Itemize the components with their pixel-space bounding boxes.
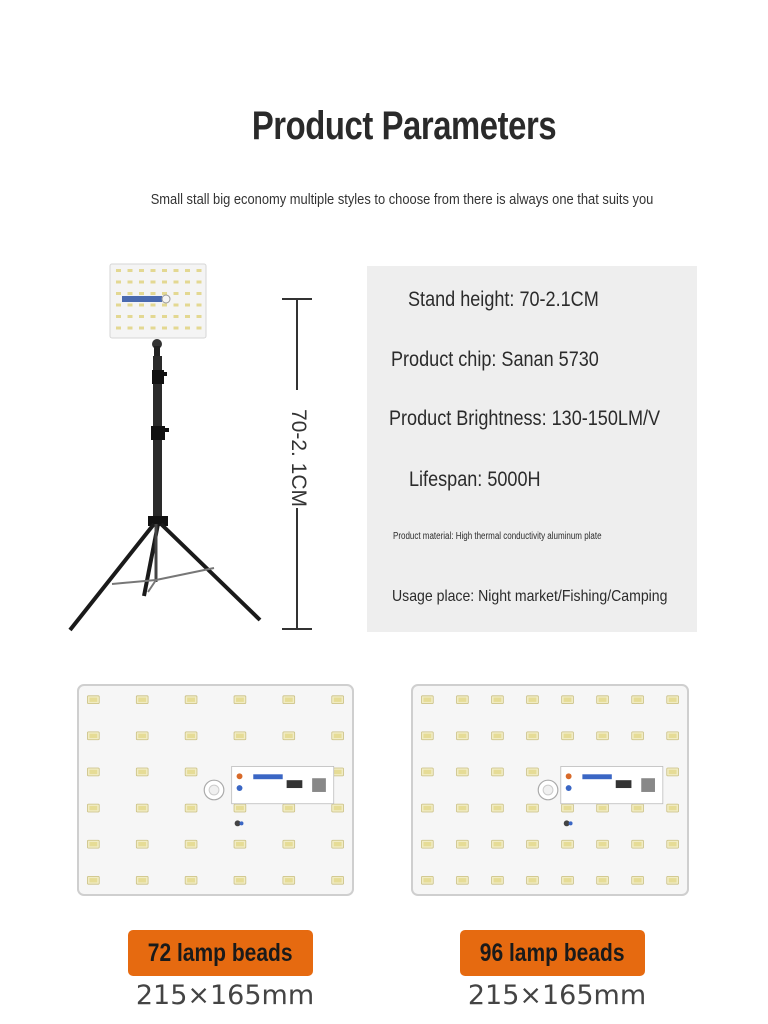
spec-usage: Usage place: Night market/Fishing/Camping <box>392 588 668 605</box>
led-bead <box>185 840 197 848</box>
led-bead <box>234 840 246 848</box>
led-bead <box>136 804 148 812</box>
led-bead <box>457 840 469 848</box>
led-bead <box>185 768 197 776</box>
led-bead <box>457 732 469 740</box>
led-bead <box>562 804 574 812</box>
led-bead <box>457 876 469 884</box>
led-bead <box>527 876 539 884</box>
led-bead <box>87 840 99 848</box>
led-bead <box>87 696 99 704</box>
led-bead <box>492 804 504 812</box>
driver-module <box>232 766 334 803</box>
tripod-illustration <box>60 262 280 642</box>
led-bead <box>283 804 295 812</box>
led-bead <box>527 768 539 776</box>
led-bead <box>185 732 197 740</box>
page-subtitle: Small stall big economy multiple styles to choose from there is always one that suits you <box>150 191 654 208</box>
led-bead <box>87 876 99 884</box>
led-bead <box>667 840 679 848</box>
spec-material: Product material: High thermal conductivity aluminum plate <box>393 531 602 542</box>
led-bead <box>421 696 433 704</box>
led-bead <box>492 696 504 704</box>
led-bead <box>562 876 574 884</box>
led-board-72 <box>77 684 354 896</box>
led-bead <box>283 696 295 704</box>
led-bead <box>332 876 344 884</box>
led-bead <box>667 804 679 812</box>
led-bead <box>597 840 609 848</box>
led-bead <box>492 768 504 776</box>
led-bead <box>332 732 344 740</box>
led-bead <box>234 804 246 812</box>
led-bead <box>421 840 433 848</box>
led-bead <box>332 804 344 812</box>
led-bead <box>527 840 539 848</box>
led-bead <box>562 732 574 740</box>
badge-96-lamp-beads: 96 lamp beads <box>460 930 645 976</box>
led-bead <box>136 876 148 884</box>
led-bead <box>492 732 504 740</box>
led-bead <box>87 768 99 776</box>
led-bead <box>527 732 539 740</box>
led-bead <box>87 804 99 812</box>
size-96-board: 215×165mm <box>467 980 647 1011</box>
led-bead <box>457 696 469 704</box>
page-title: Product Parameters <box>251 104 557 148</box>
spec-lifespan: Lifespan: 5000H <box>409 468 541 491</box>
led-bead <box>234 696 246 704</box>
led-bead <box>492 876 504 884</box>
led-bead <box>632 696 644 704</box>
led-bead <box>421 876 433 884</box>
led-bead <box>234 876 246 884</box>
led-bead <box>492 840 504 848</box>
height-dimension-label: 70-2. 1CM <box>287 408 310 508</box>
led-bead <box>597 732 609 740</box>
led-bead <box>562 696 574 704</box>
led-bead <box>136 768 148 776</box>
led-bead <box>597 696 609 704</box>
led-bead <box>667 732 679 740</box>
led-bead <box>283 876 295 884</box>
led-bead <box>136 696 148 704</box>
led-bead <box>632 732 644 740</box>
led-bead <box>185 876 197 884</box>
led-bead <box>185 696 197 704</box>
led-bead <box>597 804 609 812</box>
spec-chip: Product chip: Sanan 5730 <box>391 348 599 371</box>
spec-panel <box>367 266 697 632</box>
driver-module <box>561 766 663 803</box>
led-board-96 <box>411 684 689 896</box>
spec-brightness: Product Brightness: 130-150LM/V <box>389 407 661 430</box>
led-bead <box>632 876 644 884</box>
led-bead <box>283 840 295 848</box>
led-bead <box>421 768 433 776</box>
size-72-board: 215×165mm <box>135 980 315 1011</box>
led-bead <box>667 768 679 776</box>
badge-72-lamp-beads: 72 lamp beads <box>128 930 313 976</box>
led-bead <box>562 840 574 848</box>
led-bead <box>234 732 246 740</box>
led-bead <box>421 732 433 740</box>
led-bead <box>527 696 539 704</box>
led-bead <box>667 876 679 884</box>
led-bead <box>136 840 148 848</box>
led-bead <box>527 804 539 812</box>
spec-stand-height: Stand height: 70-2.1CM <box>408 288 599 311</box>
led-bead <box>185 804 197 812</box>
led-bead <box>457 768 469 776</box>
led-bead <box>283 732 295 740</box>
led-bead <box>136 732 148 740</box>
led-bead <box>332 696 344 704</box>
led-bead <box>332 840 344 848</box>
led-bead <box>667 696 679 704</box>
led-bead <box>457 804 469 812</box>
led-bead <box>632 804 644 812</box>
led-bead <box>597 876 609 884</box>
led-bead <box>632 840 644 848</box>
led-bead <box>421 804 433 812</box>
led-bead <box>87 732 99 740</box>
